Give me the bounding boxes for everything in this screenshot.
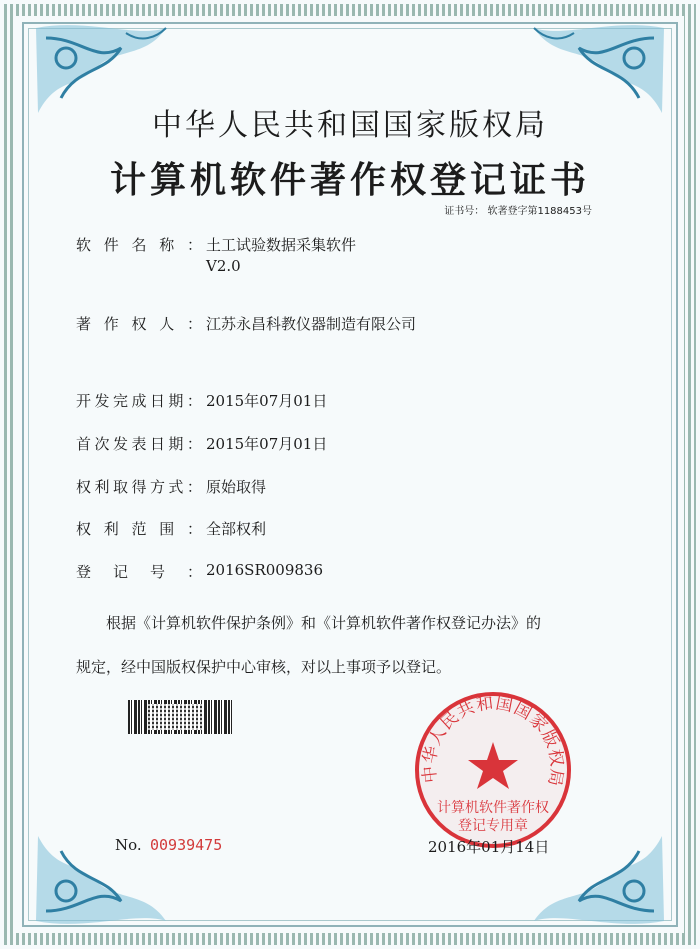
software-name: 土工试验数据采集软件 (206, 236, 357, 254)
field-label: 著 作 权 人 ： (76, 315, 202, 333)
field-first-publication-date (76, 433, 327, 454)
field-value: 2016SR009836 (206, 561, 324, 579)
certificate-number (444, 202, 592, 217)
field-value: 全部权利 (206, 520, 267, 538)
field-label: 登 记 号 ： (76, 563, 202, 581)
field-software-name (76, 234, 356, 275)
field-acquisition-method (76, 476, 266, 497)
field-value: 江苏永昌科教仪器制造有限公司 (206, 315, 417, 333)
field-label: 首 次 发 表 日 期 ： (76, 435, 202, 453)
software-version: V2.0 (206, 257, 241, 275)
field-development-date (76, 390, 327, 411)
certificate-number-label: 证书号： (444, 206, 485, 217)
certificate-title: 计算机软件著作权登记证书 (109, 160, 590, 201)
serial-number-label: No. (115, 836, 142, 854)
field-value: 原始取得 (206, 478, 267, 496)
field-label: 权 利 取 得 方 式 ： (76, 478, 202, 496)
official-seal-icon (413, 690, 573, 850)
seal-outer-text: 中华人民共和国国家版权局 (419, 693, 567, 789)
field-label: 权 利 范 围 ： (76, 520, 202, 538)
field-label: 开 发 完 成 日 期 ： (76, 392, 202, 410)
field-value: 2015年07月01日 (206, 435, 328, 453)
body-text-line2: 规定，经中国版权保护中心审核，对以上事项予以登记。 (76, 658, 452, 676)
seal-inner-line2: 登记专用章 (458, 818, 528, 834)
body-text-line1: 根据《计算机软件保护条例》和《计算机软件著作权登记办法》的 (106, 614, 542, 632)
certificate-number-value: 软著登字第1188453号 (487, 206, 592, 217)
field-value (206, 234, 356, 275)
seal-inner-line1: 计算机软件著作权 (437, 800, 549, 816)
serial-number-value: 00939475 (150, 836, 223, 854)
field-rights-scope (76, 518, 266, 539)
field-value: 2015年07月01日 (206, 392, 328, 410)
issue-date: 2016年01月14日 (428, 838, 550, 856)
barcode-icon (128, 700, 232, 734)
field-copyright-owner (76, 313, 416, 334)
field-label: 软 件 名 称 ： (76, 236, 202, 254)
field-registration-number (76, 561, 323, 582)
issuing-authority: 中华人民共和国国家版权局 (152, 108, 548, 143)
